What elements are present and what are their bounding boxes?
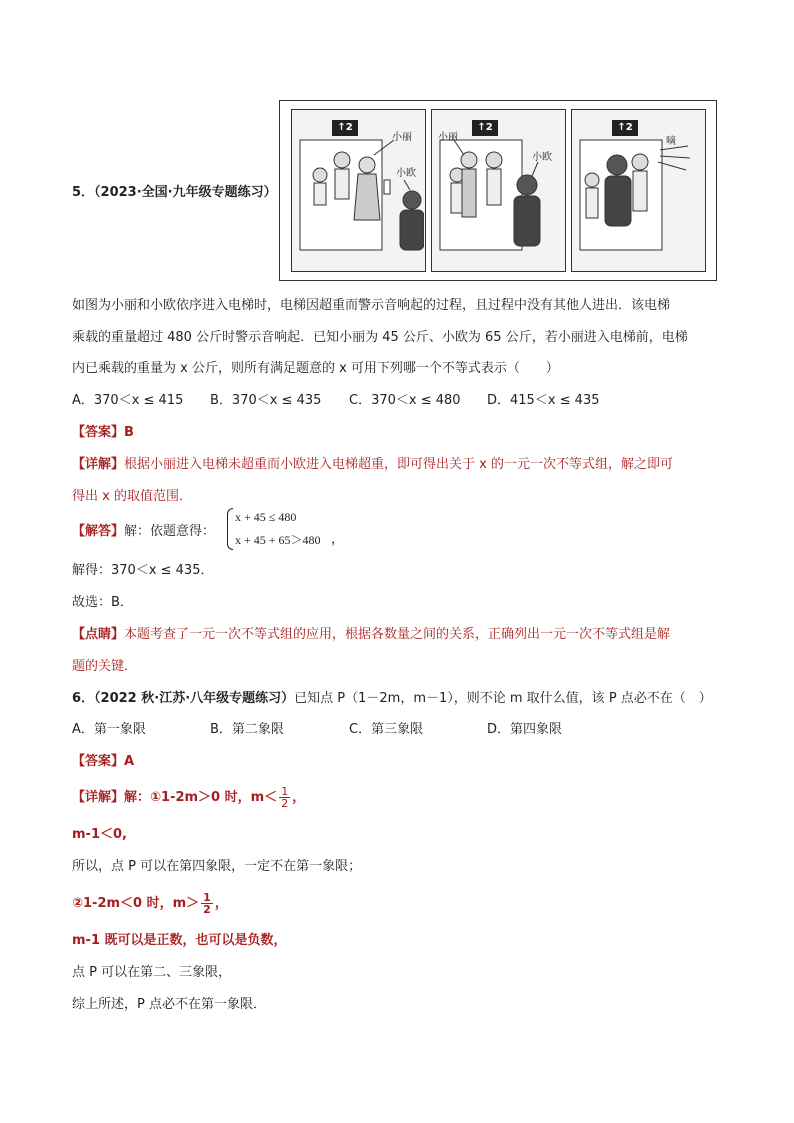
q5-stem-line-3: 内已乘载的重量为 x 公斤，则所有满足题意的 x 可用下列哪一个不等式表示（ ） [72,361,559,376]
system-line-2: x + 45 + 65＞480 [235,533,321,547]
solve-tag: 【解答】 [72,524,125,539]
system-line-1: x + 45 ≤ 480 [235,510,297,524]
detail-suffix: ， [292,790,306,805]
q5-comment-line-1 [72,623,670,642]
q5-solve [72,520,215,539]
fraction [279,786,290,809]
detail-text: ②1-2m＜0 时，m＞ [72,896,200,911]
q6-detail-line-2: m-1＜0, [72,827,127,842]
detail-text: 根据小丽进入电梯未超重而小欧进入电梯超重，即可得出关于 x 的一元一次不等式组，解之即可 [124,457,673,472]
q6-option-a: A．第一象限 [72,722,146,737]
fraction-denominator: 2 [281,797,289,810]
system-brace [227,508,233,550]
floor-sign: ↑2 [612,120,638,136]
answer-tag: 【答案】 [72,425,125,440]
elevator-panel-2 [431,109,566,272]
elevator-panel-1 [291,109,426,272]
q6-option-d: D．第四象限 [487,722,563,737]
system-tail: ， [331,532,345,547]
q6-detail-line-1 [72,786,305,809]
q5-choice: 故选：B． [72,595,133,610]
q6-number: 6． [72,691,95,706]
comment-tag: 【点睛】 [72,627,125,642]
q6-stem: 已知点 P（1－2m，m－1），则不论 m 取什么值，该 P 点必不在（ ） [294,691,712,706]
elevator-panel-3 [571,109,706,272]
q5-detail-line-1 [72,453,673,472]
label-xiaoou: 小欧 [396,168,416,179]
answer-value: A [124,754,135,769]
q6-header [72,687,712,706]
q5-option-d: D．415＜x ≤ 435 [487,393,600,408]
panel-3-illustration [572,110,704,270]
q5-stem-line-2: 乘载的重量超过 480 公斤时警示音响起．已知小丽为 45 公斤、小欧为 65 公斤，若小丽进入电梯前，电梯 [72,330,688,345]
q5-detail-line-2: 得出 x 的取值范围． [72,489,192,504]
fraction-denominator: 2 [203,903,211,916]
q6-option-b: B．第二象限 [210,722,284,737]
q5-option-a: A．370＜x ≤ 415 [72,393,184,408]
answer-value: B [124,425,134,440]
q5-source: （2023·全国·九年级专题练习） [94,185,277,200]
q6-detail-line-5: m-1 既可以是正数，也可以是负数， [72,933,287,948]
q5-number: 5． [72,185,95,200]
q6-answer [72,750,134,769]
label-beep: 嘀 [666,136,676,147]
elevator-figure [279,100,717,281]
label-xiaoli: 小丽 [438,132,458,143]
fraction-numerator: 1 [281,785,289,798]
q5-result: 解得：370＜x ≤ 435． [72,563,214,578]
q5-header [72,181,277,200]
floor-sign: ↑2 [472,120,498,136]
q5-option-b: B．370＜x ≤ 435 [210,393,322,408]
q5-option-c: C．370＜x ≤ 480 [349,393,461,408]
q6-detail-line-3: 所以，点 P 可以在第四象限，一定不在第一象限； [72,859,362,874]
q6-detail-line-7: 综上所述，P 点必不在第一象限． [72,997,266,1012]
fraction [201,892,213,915]
answer-tag: 【答案】 [72,754,125,769]
detail-suffix: ， [214,896,228,911]
detail-tag: 【详解】 [72,457,125,472]
floor-sign: ↑2 [332,120,358,136]
fraction-numerator: 1 [203,891,211,904]
q6-source: （2022 秋·江苏·八年级专题练习） [94,691,295,706]
detail-tag: 【详解】 [72,790,125,805]
q6-detail-line-6: 点 P 可以在第二、三象限， [72,965,232,980]
label-xiaoli: 小丽 [392,132,412,143]
label-xiaoou: 小欧 [532,152,552,163]
q6-detail-line-4 [72,892,228,915]
comment-text: 本题考查了一元一次不等式组的应用，根据各数量之间的关系，正确列出一元一次不等式组是解 [124,627,671,642]
q5-comment-line-2: 题的关键． [72,659,138,674]
q5-stem-line-1: 如图为小丽和小欧依序进入电梯时，电梯因超重而警示音响起的过程，且过程中没有其他人进出．该电梯 [72,298,671,313]
solve-intro: 解：依题意得： [124,524,216,539]
q6-option-c: C．第三象限 [349,722,424,737]
q5-answer [72,421,134,440]
detail-text: 解：①1-2m＞0 时，m＜ [124,790,278,805]
